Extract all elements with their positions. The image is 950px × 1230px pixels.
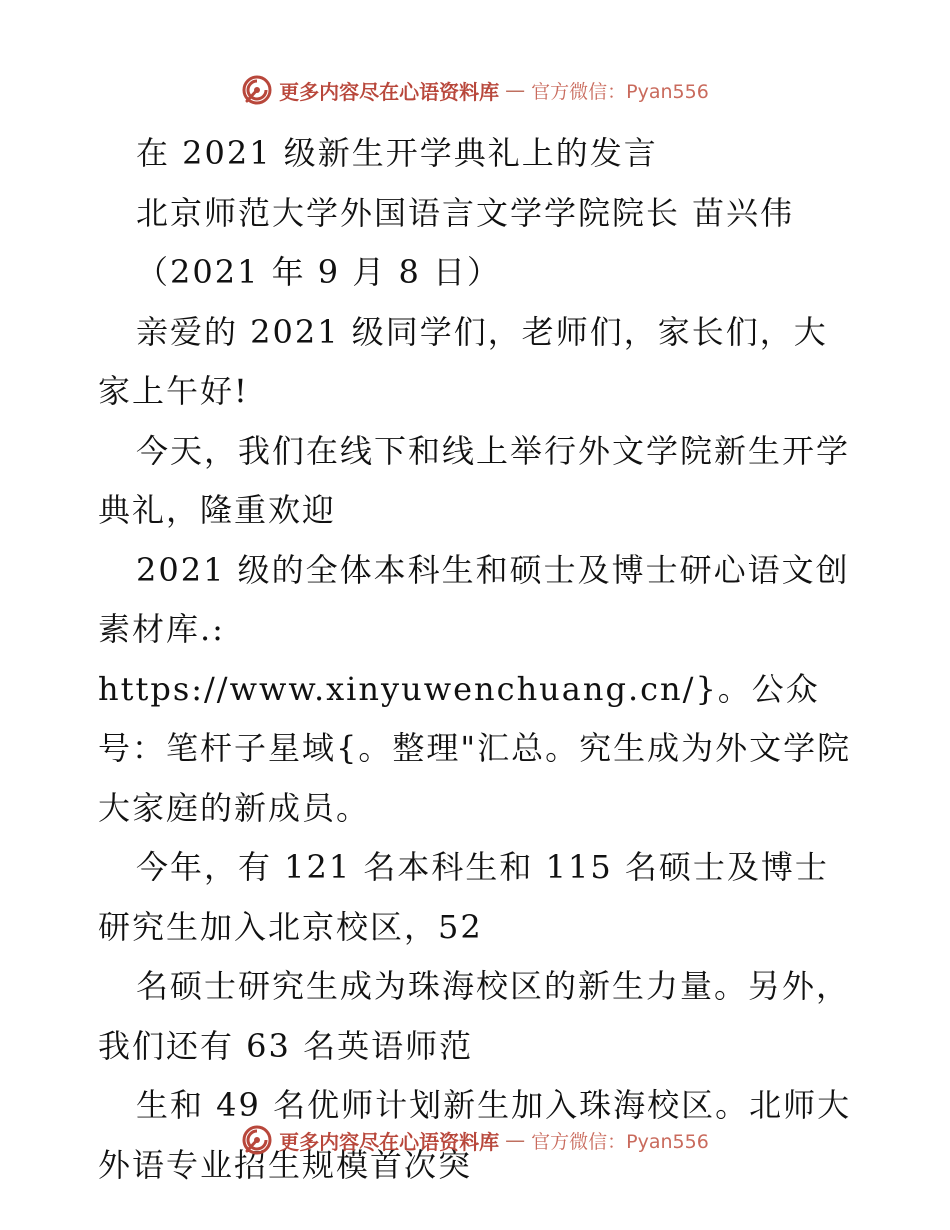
paragraph: 生和 49 名优师计划新生加入珠海校区。北师大外语专业招生规模首次突 [98, 1086, 852, 1184]
banner-dash: — [505, 1128, 526, 1152]
paragraph: 今天，我们在线下和线上举行外文学院新生开学典礼，隆重欢迎 [98, 431, 851, 529]
document-date: （2021 年 9 月 8 日） [136, 253, 502, 291]
banner-wechat-text: 官方微信：Pyan556 [531, 80, 709, 103]
paragraph: 今年，有 121 名本科生和 115 名硕士及博士研究生加入北京校区，52 [98, 848, 829, 946]
document-body [98, 124, 858, 1195]
header-banner [0, 70, 950, 110]
banner-dash: — [505, 78, 526, 102]
paragraph: 亲爱的 2021 级同学们，老师们，家长们，大家上午好! [98, 312, 828, 410]
document-title: 在 2021 级新生开学典礼上的发言 [136, 134, 658, 172]
spiral-logo-icon [241, 74, 273, 106]
document-author: 北京师范大学外国语言文学学院院长 苗兴伟 [136, 193, 795, 232]
footer-banner [0, 1120, 950, 1160]
spiral-logo-icon [241, 1124, 273, 1156]
paragraph: 2021 级的全体本科生和硕士及博士研心语文创素材库.: https://www.xinyuwenchuang.cn/}。公众号：笔杆子星域{。整理"汇总。究生成为外文学院大家庭的新成员。 [98, 550, 852, 827]
paragraph: 名硕士研究生成为珠海校区的新生力量。另外，我们还有 63 名英语师范 [98, 967, 851, 1065]
banner-wechat-text: 官方微信：Pyan556 [531, 1130, 709, 1153]
banner-main-text: 更多内容尽在心语资料库 [279, 1129, 500, 1154]
banner-main-text: 更多内容尽在心语资料库 [279, 79, 500, 104]
